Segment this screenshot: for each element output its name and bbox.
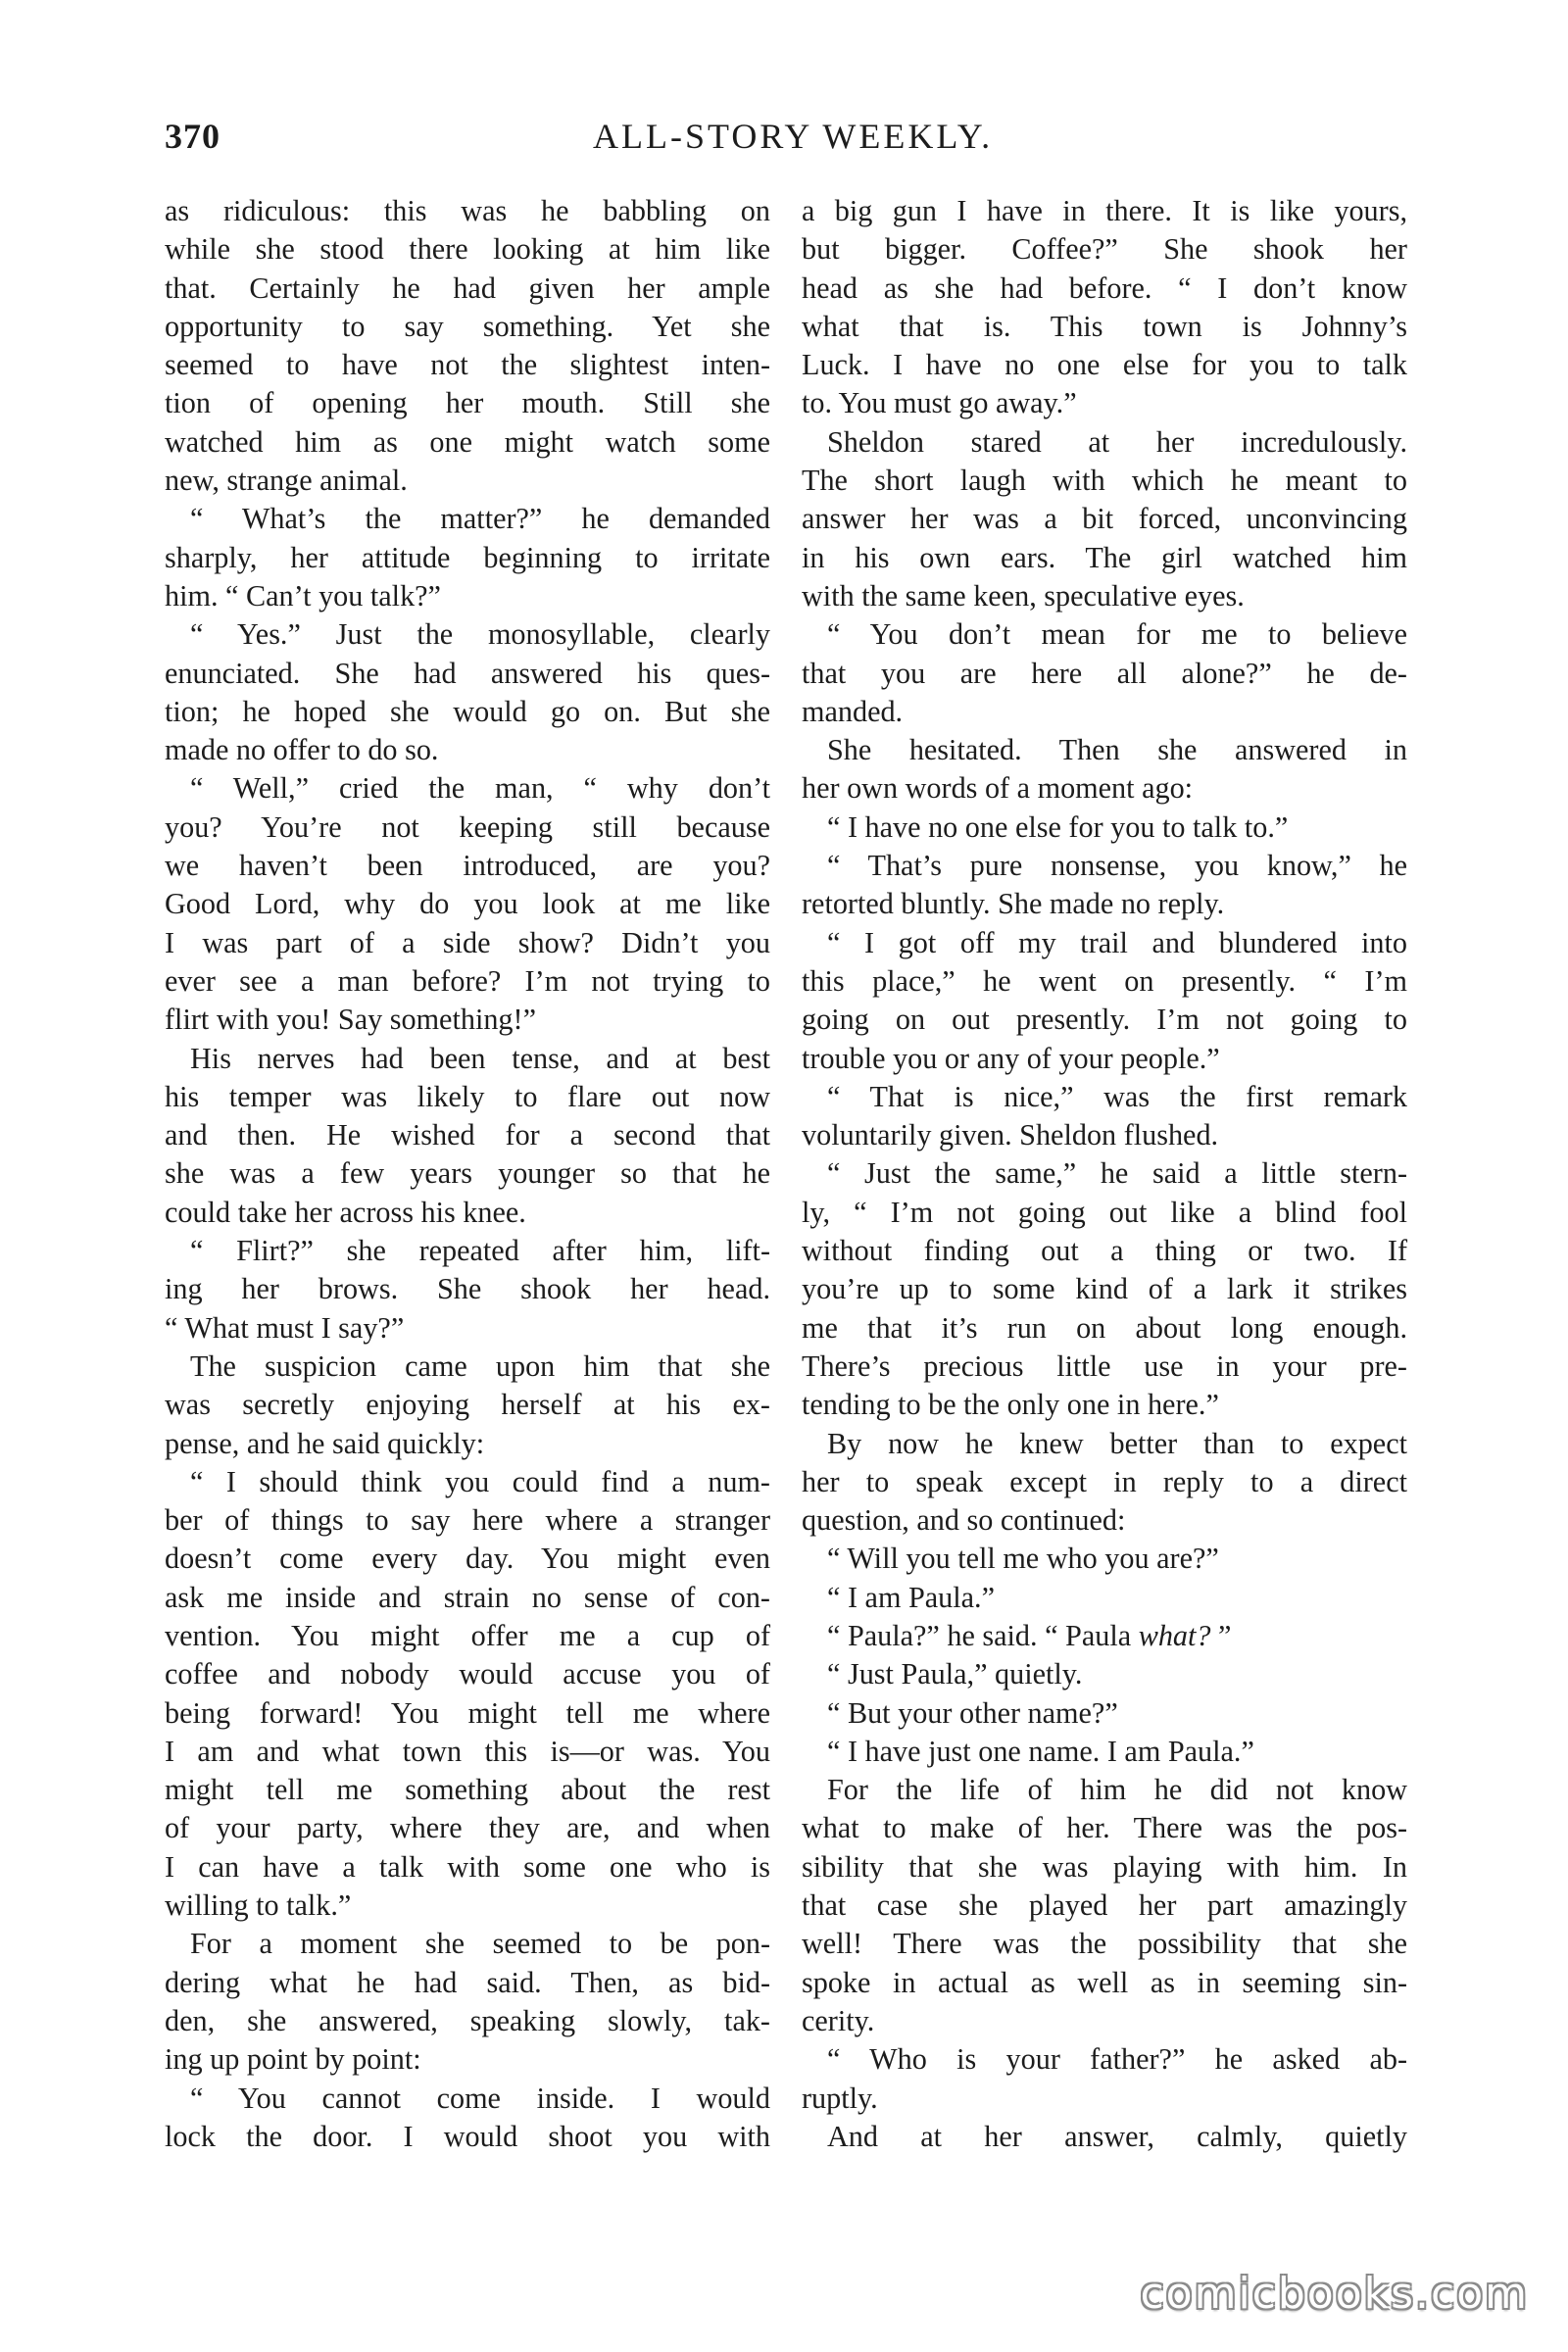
text-line: what that is. This town is Johnny’s bbox=[802, 309, 1407, 343]
page-header bbox=[165, 116, 1399, 174]
text-line: ing up point by point: bbox=[165, 2042, 421, 2077]
text-line: enunciated. She had answered his ques- bbox=[165, 656, 770, 690]
text-line: that you are here all alone?” he de- bbox=[802, 656, 1407, 690]
text-line: For the life of him he did not know bbox=[827, 1773, 1407, 1807]
text-line: in his own ears. The girl watched him bbox=[802, 540, 1407, 574]
text-line: flirt with you! Say something!” bbox=[165, 1003, 536, 1037]
text-line: you? You’re not keeping still because bbox=[165, 809, 770, 844]
text-line: “ Just Paula,” quietly. bbox=[827, 1657, 1083, 1691]
text-line: a big gun I have in there. It is like yours, bbox=[802, 194, 1407, 227]
text-line: seemed to have not the slightest inten- bbox=[165, 348, 770, 382]
text-line: retorted bluntly. She made no reply. bbox=[802, 887, 1225, 921]
text-line: “ I have just one name. I am Paula.” bbox=[827, 1734, 1254, 1768]
text-line: of your party, where they are, and when bbox=[165, 1811, 770, 1845]
text-line: this place,” he went on presently. “ I’m bbox=[802, 963, 1407, 998]
text-line: while she stood there looking at him like bbox=[165, 232, 770, 267]
text-line: what to make of her. There was the pos- bbox=[802, 1811, 1407, 1845]
text-line: She hesitated. Then she answered in bbox=[827, 733, 1407, 767]
text-line: “ What must I say?” bbox=[165, 1310, 405, 1345]
text-line: but bigger. Coffee?” She shook her bbox=[802, 232, 1407, 267]
text-line: ing her brows. She shook her head. bbox=[165, 1272, 770, 1306]
text-line: we haven’t been introduced, are you? bbox=[165, 849, 770, 883]
text-line: For a moment she seemed to be pon- bbox=[190, 1927, 770, 1961]
text-line: “ I have no one else for you to talk to.” bbox=[827, 809, 1289, 844]
text-line: she was a few years younger so that he bbox=[165, 1156, 770, 1191]
text-line: to. You must go away.” bbox=[802, 386, 1077, 420]
text-line: made no offer to do so. bbox=[165, 733, 439, 767]
text-line: question, and so continued: bbox=[802, 1503, 1126, 1538]
text-line: “ What’s the matter?” he demanded bbox=[190, 502, 770, 536]
text-line: “ Just the same,” he said a little stern- bbox=[827, 1156, 1407, 1191]
text-line: I am and what town this is—or was. You bbox=[165, 1734, 770, 1768]
text-line: And at her answer, calmly, quietly bbox=[827, 2119, 1407, 2153]
text-line: might tell me something about the rest bbox=[165, 1773, 770, 1807]
text-line: being forward! You might tell me where bbox=[165, 1695, 770, 1730]
text-line: His nerves had been tense, and at best bbox=[190, 1041, 770, 1075]
text-line: I was part of a side show? Didn’t you bbox=[165, 925, 770, 959]
watermark-logo: comicbooks.com bbox=[1140, 2269, 1529, 2319]
text-line: ask me inside and strain no sense of con- bbox=[165, 1580, 770, 1614]
text-line: head as she had before. “ I don’t know bbox=[802, 270, 1407, 305]
text-line: that case she played her part amazingly bbox=[802, 1888, 1407, 1923]
text-line: sharply, her attitude beginning to irritate bbox=[165, 540, 770, 574]
text-line: tending to be the only one in here.” bbox=[802, 1388, 1219, 1422]
text-line: “ Well,” cried the man, “ why don’t bbox=[190, 771, 770, 806]
text-line: “ You cannot come inside. I would bbox=[190, 2081, 770, 2115]
text-line: By now he knew better than to expect bbox=[827, 1426, 1407, 1460]
text-line: with the same keen, speculative eyes. bbox=[802, 578, 1245, 612]
text-line: “ That is nice,” was the first remark bbox=[827, 1079, 1407, 1113]
text-line: her to speak except in reply to a direct bbox=[802, 1464, 1407, 1498]
text-line: cerity. bbox=[802, 2003, 875, 2037]
text-line: answer her was a bit forced, unconvincing bbox=[802, 502, 1407, 536]
text-line: dering what he had said. Then, as bid- bbox=[165, 1965, 770, 1999]
text-line: I can have a talk with some one who is bbox=[165, 1849, 770, 1884]
text-line: lock the door. I would shoot you with bbox=[165, 2119, 770, 2153]
text-line: without finding out a thing or two. If bbox=[802, 1234, 1407, 1268]
text-line: tion; he hoped she would go on. But she bbox=[165, 694, 770, 728]
page-number: 370 bbox=[165, 117, 220, 156]
text-line: pense, and he said quickly: bbox=[165, 1426, 485, 1460]
text-line: “ But your other name?” bbox=[827, 1695, 1118, 1730]
right-column bbox=[802, 192, 1407, 2156]
text-line: “ Paula?” he said. “ Paula what? ” bbox=[827, 1618, 1232, 1652]
text-line: coffee and nobody would accuse you of bbox=[165, 1657, 770, 1691]
text-line: “ I got off my trail and blundered into bbox=[827, 925, 1407, 959]
text-line: Luck. I have no one else for you to talk bbox=[802, 348, 1407, 382]
text-line: vention. You might offer me a cup of bbox=[165, 1618, 770, 1652]
text-line: that. Certainly he had given her ample bbox=[165, 270, 770, 305]
text-line: “ Yes.” Just the monosyllable, clearly bbox=[190, 617, 770, 652]
text-line: as ridiculous: this was he babbling on bbox=[165, 194, 770, 227]
text-line: going on out presently. I’m not going to bbox=[802, 1003, 1407, 1037]
text-line: was secretly enjoying herself at his ex- bbox=[165, 1388, 770, 1422]
text-line: willing to talk.” bbox=[165, 1888, 352, 1923]
running-title: ALL-STORY WEEKLY. bbox=[593, 117, 994, 156]
text-line: could take her across his knee. bbox=[165, 1195, 526, 1229]
text-line: doesn’t come every day. You might even bbox=[165, 1542, 770, 1576]
text-line: ly, “ I’m not going out like a blind fool bbox=[802, 1195, 1407, 1229]
text-line: “ Will you tell me who you are?” bbox=[827, 1542, 1219, 1576]
left-column bbox=[165, 192, 770, 2156]
text-line: “ You don’t mean for me to believe bbox=[827, 617, 1407, 652]
text-line: den, she answered, speaking slowly, tak- bbox=[165, 2003, 770, 2037]
text-line: sibility that she was playing with him. In bbox=[802, 1849, 1407, 1884]
text-line: watched him as one might watch some bbox=[165, 424, 770, 459]
text-line: new, strange animal. bbox=[165, 464, 408, 498]
text-line: well! There was the possibility that she bbox=[802, 1927, 1407, 1961]
text-line: voluntarily given. Sheldon flushed. bbox=[802, 1118, 1219, 1152]
text-line: Good Lord, why do you look at me like bbox=[165, 887, 770, 921]
text-line: trouble you or any of your people.” bbox=[802, 1041, 1220, 1075]
text-line: “ Flirt?” she repeated after him, lift- bbox=[190, 1234, 770, 1268]
text-line: tion of opening her mouth. Still she bbox=[165, 386, 770, 420]
text-line: his temper was likely to flare out now bbox=[165, 1079, 770, 1113]
text-line: him. “ Can’t you talk?” bbox=[165, 578, 441, 612]
text-line: opportunity to say something. Yet she bbox=[165, 309, 770, 343]
text-line: ever see a man before? I’m not trying to bbox=[165, 963, 770, 998]
text-line: spoke in actual as well as in seeming sin- bbox=[802, 1965, 1407, 1999]
text-line: manded. bbox=[802, 694, 904, 728]
text-line: “ I should think you could find a num- bbox=[190, 1464, 770, 1498]
text-line: The suspicion came upon him that she bbox=[190, 1348, 770, 1383]
text-line: “ I am Paula.” bbox=[827, 1580, 995, 1614]
text-line: ber of things to say here where a stranger bbox=[165, 1503, 770, 1538]
text-line: ruptly. bbox=[802, 2081, 878, 2115]
text-line: her own words of a moment ago: bbox=[802, 771, 1194, 806]
text-line: The short laugh with which he meant to bbox=[802, 464, 1407, 498]
text-line: “ Who is your father?” he asked ab- bbox=[827, 2042, 1407, 2077]
text-line: Sheldon stared at her incredulously. bbox=[827, 424, 1407, 459]
text-line: There’s precious little use in your pre- bbox=[802, 1348, 1407, 1383]
text-line: you’re up to some kind of a lark it strikes bbox=[802, 1272, 1407, 1306]
text-line: me that it’s run on about long enough. bbox=[802, 1310, 1407, 1345]
text-line: “ That’s pure nonsense, you know,” he bbox=[827, 849, 1407, 883]
text-line: and then. He wished for a second that bbox=[165, 1118, 770, 1152]
